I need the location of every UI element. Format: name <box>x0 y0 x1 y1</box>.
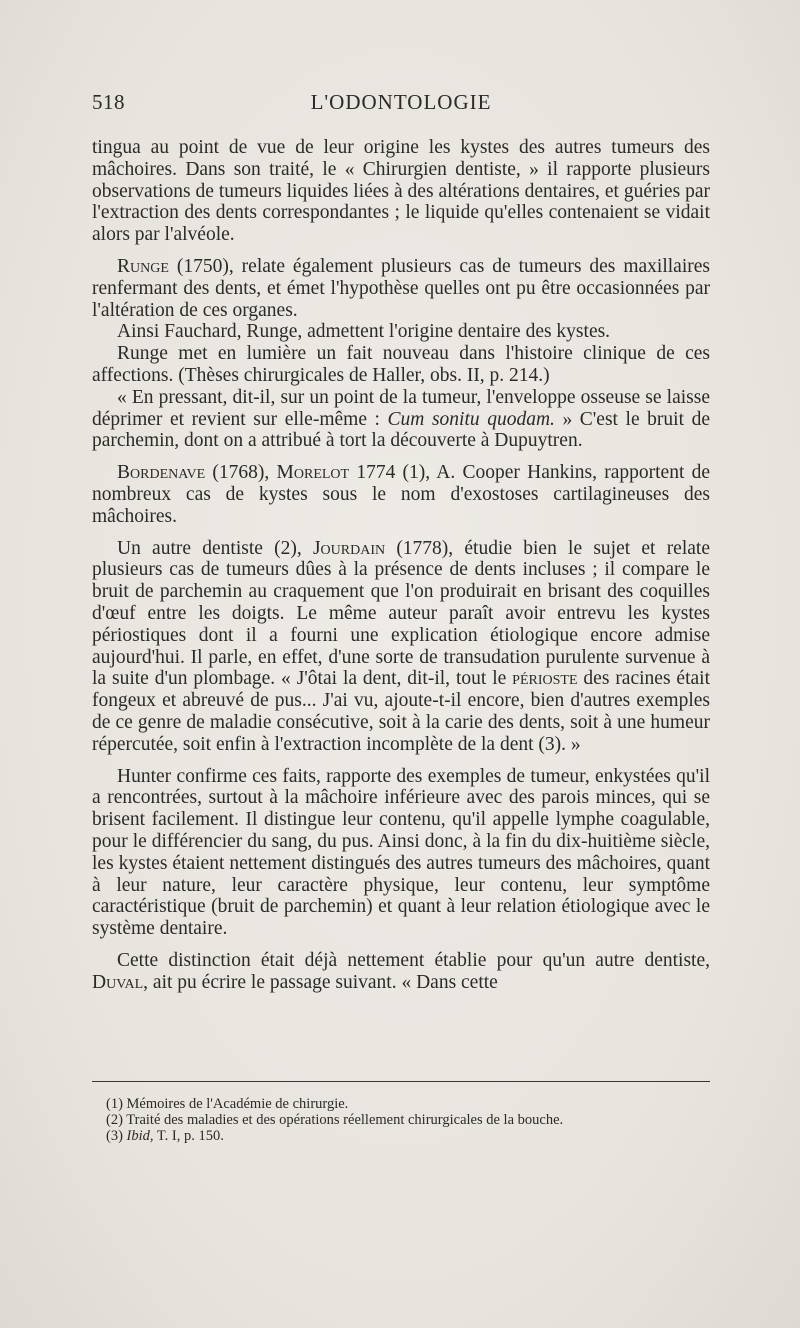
paragraph-hunter: Hunter confirme ces faits, rapporte des exemples de tumeur, enkystées qu'il a rencontrées, surtout à la mâchoire inférieure avec des parois minces, qui se brisent facilement. Il distingue leur contenu, qu'il appelle lymphe coagulable, pour le différencier du sang, du pus. Ainsi donc, à la fin du dix-huitième siècle, les kystes étaient nettement distingués des autres tumeurs des mâchoires, quant à leur nature, leur caractère physique, leur contenu, leur symptôme caractéristique (bruit de parchemin) et quant à leur relation étiologique avec le système dentaire. <box>92 765 710 940</box>
paragraph-quotation: « En pressant, dit-il, sur un point de la tumeur, l'enveloppe osseuse se laisse déprimer et revient sur elle-même : Cum sonitu quodam. » C'est le bruit de parchemin, dont on a attribué à tort la découverte à Dupuytren. <box>92 386 710 452</box>
page-header <box>92 90 710 120</box>
author-name-duval: Duval <box>92 971 144 993</box>
author-name-morelot: Morelot <box>276 462 350 484</box>
paragraph-bordenave: Bordenave (1768), Morelot 1774 (1), A. Cooper Hankins, rapportent de nombreux cas de kystes sous le nom d'exostoses cartilagineuses des mâchoires. <box>92 462 710 527</box>
latin-quote: Cum sonitu quodam. <box>387 408 555 430</box>
footnote-divider <box>92 1081 710 1082</box>
term-perioste: périoste <box>512 668 578 690</box>
footnote-1: (1) Mémoires de l'Académie de chirurgie. <box>106 1096 349 1112</box>
running-head: L'ODONTOLOGIE <box>310 90 492 114</box>
author-name-bordenave: Bordenave <box>117 462 206 484</box>
footnotes <box>92 1096 710 1144</box>
page-number: 518 <box>92 90 125 114</box>
paragraph-continuation: tingua au point de vue de leur origine les kystes des autres tumeurs des mâchoires. Dans son traité, le « Chirurgien dentiste, » il rapporte plusieurs observations de tumeurs liquides liées à des altérations dentaires, et guéries par l'extraction des dents correspondantes ; le liquide qu'elles contenaient se vidait alors par l'alvéole. <box>92 137 710 246</box>
paragraph-duval: Cette distinction était déjà nettement établie pour qu'un autre dentiste, Duval, ait pu écrire le passage suivant. « Dans cette <box>92 949 710 993</box>
footnote-3: (3) Ibid, T. I, p. 150. <box>106 1128 224 1144</box>
author-name-jourdain: Jourdain <box>312 537 386 559</box>
paragraph-runge-clinical: Runge met en lumière un fait nouveau dans l'histoire clinique de ces affections. (Thèses chirurgicales de Haller, obs. II, p. 214.) <box>92 343 710 386</box>
paragraph-jourdain: Un autre dentiste (2), Jourdain (1778), étudie bien le sujet et relate plusieurs cas de tumeurs dûes à la présence de dents incluses ; il compare le bruit de parchemin au craquement que l'on produirait en brisant des coquilles d'œuf entre les doigts. Le même auteur paraît avoir entrevu les kystes périostiques dont il a fourni une explication étiologique encore admise aujourd'hui. Il parle, en effet, d'une sorte de transudation purulente survenue à la suite d'un plombage. « J'ôtai la dent, dit-il, tout le périoste des racines était fongeux et abreuvé de pus... J'ai vu, ajoute-t-il encore, bien d'autres exemples de ce genre de maladie consécutive, soit à la carie des dents, soit à une humeur répercutée, soit enfin à l'extraction incomplète de la dent (3). » <box>92 537 710 755</box>
footnote-2: (2) Traité des maladies et des opérations réellement chirurgicales de la bouche. <box>106 1112 564 1128</box>
author-name-runge: Runge <box>117 255 169 277</box>
paragraph-fauchard-runge: Ainsi Fauchard, Runge, admettent l'origine dentaire des kystes. <box>117 321 611 343</box>
paragraph-runge: Runge (1750), relate également plusieurs cas de tumeurs des maxillaires renfermant des dents, et émet l'hypothèse quelles ont pu être occasionnées par l'altération de ces organes. <box>92 255 710 321</box>
body-text <box>92 137 710 993</box>
